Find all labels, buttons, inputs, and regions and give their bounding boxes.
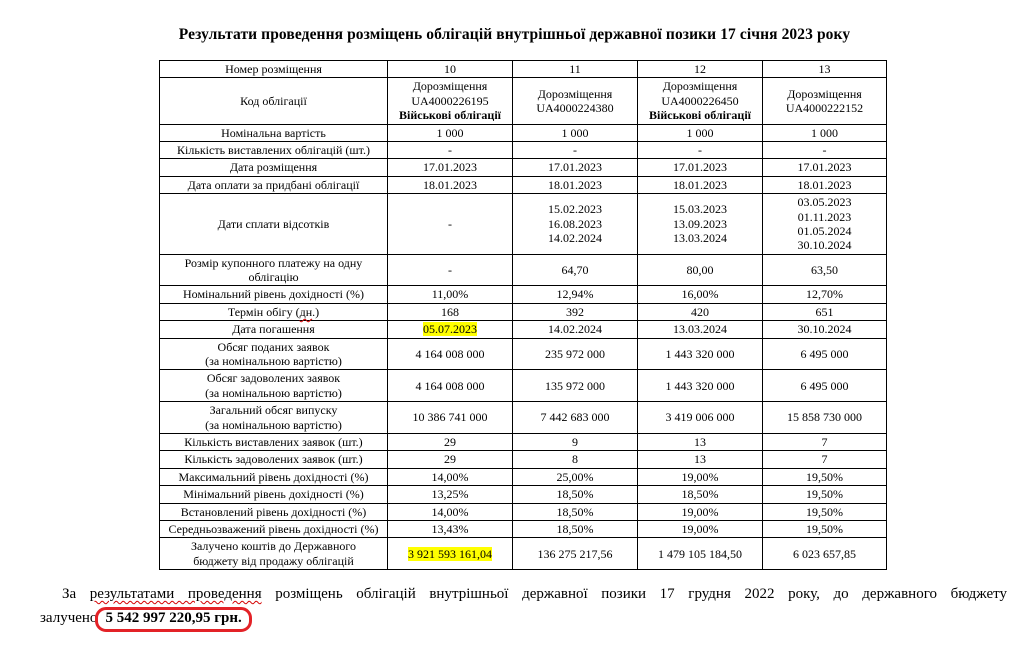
row-label: Номер розміщення xyxy=(160,61,388,78)
spellcheck-underlined-text: дн xyxy=(299,304,313,319)
table-cell: Дорозміщення UA4000222152 xyxy=(763,78,887,124)
table-cell: - xyxy=(388,141,513,158)
table-cell: 7 xyxy=(763,433,887,450)
table-cell: 6 495 000 xyxy=(763,370,887,402)
table-cell: 17.01.2023 xyxy=(638,159,763,176)
text-segment: Військові облігації xyxy=(399,108,501,123)
table-row xyxy=(160,370,887,402)
table-cell: 13 xyxy=(763,61,887,78)
table-row xyxy=(160,159,887,176)
table-cell: 29 xyxy=(388,451,513,468)
table-cell: 9 xyxy=(513,433,638,450)
table-cell: 136 275 217,56 xyxy=(513,538,638,570)
table-row xyxy=(160,176,887,193)
table-cell: 18,50% xyxy=(638,486,763,503)
table-row xyxy=(160,286,887,303)
row-label: Кількість задоволених заявок (шт.) xyxy=(160,451,388,468)
table-cell: 6 495 000 xyxy=(763,338,887,370)
text-segment: розміщень облігацій внутрішньої державної позики 17 грудня 2022 року, до державного бюджету xyxy=(261,586,1007,603)
table-cell: 19,50% xyxy=(763,486,887,503)
table-cell: 10 386 741 000 xyxy=(388,402,513,434)
table-cell: - xyxy=(513,141,638,158)
text-segment: залучено xyxy=(40,610,98,627)
table-cell: - xyxy=(763,141,887,158)
table-cell: 6 023 657,85 xyxy=(763,538,887,570)
footer-paragraph xyxy=(40,584,1007,632)
table-cell: 12,94% xyxy=(513,286,638,303)
footer-line-1 xyxy=(40,584,1007,604)
table-cell: 15.02.2023 16.08.2023 14.02.2024 xyxy=(513,194,638,255)
table-cell: 7 xyxy=(763,451,887,468)
table-row xyxy=(160,538,887,570)
table-cell: 13,43% xyxy=(388,520,513,537)
table-cell: 63,50 xyxy=(763,254,887,286)
row-label: Встановлений рівень дохідності (%) xyxy=(160,503,388,520)
table-cell: 4 164 008 000 xyxy=(388,338,513,370)
table-row xyxy=(160,61,887,78)
table-cell xyxy=(388,321,513,338)
table-cell: 19,50% xyxy=(763,503,887,520)
table-cell: 18,50% xyxy=(513,520,638,537)
row-label: Кількість виставлених облігацій (шт.) xyxy=(160,141,388,158)
table-cell: 25,00% xyxy=(513,468,638,485)
table-cell: 17.01.2023 xyxy=(763,159,887,176)
table-cell: 18.01.2023 xyxy=(638,176,763,193)
results-table xyxy=(159,60,887,570)
table-cell: 11,00% xyxy=(388,286,513,303)
table-row xyxy=(160,486,887,503)
table-cell: 1 443 320 000 xyxy=(638,370,763,402)
table-cell: 11 xyxy=(513,61,638,78)
table-cell: 12 xyxy=(638,61,763,78)
table-cell: 235 972 000 xyxy=(513,338,638,370)
table-cell: 15 858 730 000 xyxy=(763,402,887,434)
row-label: Залучено коштів до Державного бюджету від продажу облігацій xyxy=(160,538,388,570)
page-title: Результати проведення розміщень облігацій внутрішньої державної позики 17 січня 2023 року xyxy=(178,26,851,43)
highlighted-value: 05.07.2023 xyxy=(423,322,477,337)
table-cell: 19,00% xyxy=(638,503,763,520)
table-cell: 7 442 683 000 xyxy=(513,402,638,434)
table-cell xyxy=(388,538,513,570)
table-cell: 168 xyxy=(388,303,513,320)
row-label: Загальний обсяг випуску (за номінальною вартістю) xyxy=(160,402,388,434)
table-cell: - xyxy=(638,141,763,158)
table-cell: 8 xyxy=(513,451,638,468)
table-row xyxy=(160,254,887,286)
table-cell: 03.05.2023 01.11.2023 01.05.2024 30.10.2024 xyxy=(763,194,887,255)
table-cell: Дорозміщення UA4000226195 Військові облігації xyxy=(388,78,513,124)
table-cell: 420 xyxy=(638,303,763,320)
row-label: Обсяг задоволених заявок (за номінальною вартістю) xyxy=(160,370,388,402)
table-cell: - xyxy=(388,194,513,255)
table-cell: 1 000 xyxy=(513,124,638,141)
table-cell: 19,00% xyxy=(638,520,763,537)
results-table-body xyxy=(160,61,887,570)
row-label: Розмір купонного платежу на одну облігацію xyxy=(160,254,388,286)
table-cell: 30.10.2024 xyxy=(763,321,887,338)
row-label: Дати сплати відсотків xyxy=(160,194,388,255)
text-segment: За xyxy=(62,586,90,603)
table-cell: 651 xyxy=(763,303,887,320)
table-cell: 16,00% xyxy=(638,286,763,303)
table-cell: 14,00% xyxy=(388,468,513,485)
table-row xyxy=(160,321,887,338)
table-cell: 15.03.2023 13.09.2023 13.03.2024 xyxy=(638,194,763,255)
table-row xyxy=(160,451,887,468)
table-row xyxy=(160,338,887,370)
table-cell: 1 000 xyxy=(388,124,513,141)
table-cell: 19,50% xyxy=(763,468,887,485)
table-cell: 392 xyxy=(513,303,638,320)
table-row xyxy=(160,124,887,141)
table-cell: 13 xyxy=(638,451,763,468)
table-cell: 13 xyxy=(638,433,763,450)
row-label: Номінальна вартість xyxy=(160,124,388,141)
table-cell: 17.01.2023 xyxy=(513,159,638,176)
red-circle-annotation: 5 542 997 220,95 грн. xyxy=(95,607,251,632)
table-row xyxy=(160,520,887,537)
table-cell: 17.01.2023 xyxy=(388,159,513,176)
table-row xyxy=(160,402,887,434)
table-cell: 1 000 xyxy=(763,124,887,141)
highlighted-value: 3 921 593 161,04 xyxy=(408,546,492,561)
table-cell: - xyxy=(388,254,513,286)
table-cell: 14.02.2024 xyxy=(513,321,638,338)
table-cell: 18,50% xyxy=(513,486,638,503)
table-cell: 18,50% xyxy=(513,503,638,520)
table-cell: 19,00% xyxy=(638,468,763,485)
table-row xyxy=(160,503,887,520)
table-row xyxy=(160,78,887,124)
row-label: Середньозважений рівень дохідності (%) xyxy=(160,520,388,537)
text-segment: Військові облігації xyxy=(649,108,751,123)
table-cell: 80,00 xyxy=(638,254,763,286)
table-cell: 18.01.2023 xyxy=(763,176,887,193)
text-segment: Термін обігу ( xyxy=(227,304,300,319)
table-cell: 12,70% xyxy=(763,286,887,303)
row-label: Дата погашення xyxy=(160,321,388,338)
row-label xyxy=(160,303,388,320)
table-cell: 135 972 000 xyxy=(513,370,638,402)
row-label: Кількість виставлених заявок (шт.) xyxy=(160,433,388,450)
table-row xyxy=(160,433,887,450)
table-cell: 19,50% xyxy=(763,520,887,537)
row-label: Дата оплати за придбані облігації xyxy=(160,176,388,193)
table-cell: Дорозміщення UA4000224380 xyxy=(513,78,638,124)
table-row xyxy=(160,303,887,320)
table-cell: 18.01.2023 xyxy=(388,176,513,193)
table-row xyxy=(160,141,887,158)
row-label: Номінальний рівень дохідності (%) xyxy=(160,286,388,303)
table-cell: 14,00% xyxy=(388,503,513,520)
row-label: Максимальний рівень дохідності (%) xyxy=(160,468,388,485)
table-cell: Дорозміщення UA4000226450 Військові облігації xyxy=(638,78,763,124)
table-cell: 13,25% xyxy=(388,486,513,503)
table-cell: 13.03.2024 xyxy=(638,321,763,338)
table-cell: 29 xyxy=(388,433,513,450)
table-cell: 64,70 xyxy=(513,254,638,286)
row-label: Обсяг поданих заявок (за номінальною вартістю) xyxy=(160,338,388,370)
table-cell: 10 xyxy=(388,61,513,78)
text-segment: .) xyxy=(312,304,320,319)
spellcheck-underlined-text: результатами проведення xyxy=(89,586,262,603)
row-label: Дата розміщення xyxy=(160,159,388,176)
table-cell: 1 000 xyxy=(638,124,763,141)
table-cell: 3 419 006 000 xyxy=(638,402,763,434)
table-cell: 4 164 008 000 xyxy=(388,370,513,402)
table-cell: 1 479 105 184,50 xyxy=(638,538,763,570)
row-label: Мінімальний рівень дохідності (%) xyxy=(160,486,388,503)
table-cell: 18.01.2023 xyxy=(513,176,638,193)
table-row xyxy=(160,194,887,255)
table-row xyxy=(160,468,887,485)
table-cell: 1 443 320 000 xyxy=(638,338,763,370)
row-label: Код облігації xyxy=(160,78,388,124)
